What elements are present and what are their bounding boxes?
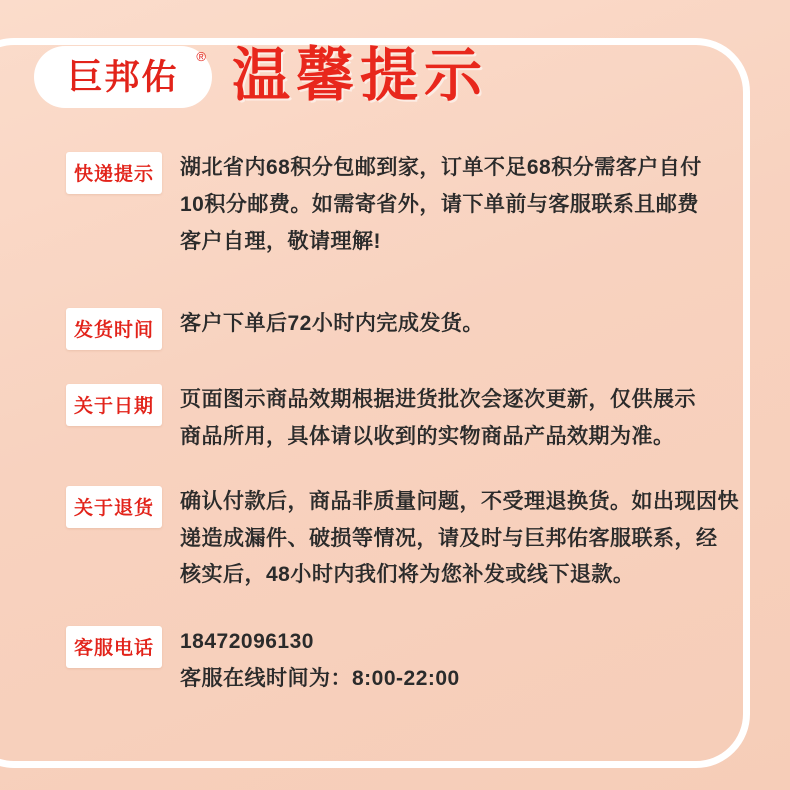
notice-body-shipping-time [162, 306, 742, 343]
status-badge-shipping-time: 发货时间 [66, 308, 162, 350]
notice-line: 确认付款后，商品非质量问题，不受理退换货。如出现因快 [180, 489, 739, 513]
customer-service-hours: 客服在线时间为：8:00-22:00 [180, 666, 460, 690]
notice-row-express [66, 150, 742, 260]
status-badge-customer-service: 客服电话 [66, 626, 162, 668]
notice-line: 客户自理，敬请理解! [180, 229, 381, 253]
notice-row-customer-service [66, 624, 742, 698]
customer-service-phone[interactable]: 18472096130 [180, 630, 314, 653]
notice-line: 页面图示商品效期根据进货批次会逐次更新，仅供展示 [180, 388, 696, 412]
notice-body-returns [162, 484, 742, 594]
page-title: 温馨提示 [232, 43, 489, 108]
status-badge-returns: 关于退货 [66, 486, 162, 528]
notice-body-date [162, 382, 742, 456]
notice-line: 客户下单后72小时内完成发货。 [180, 312, 484, 336]
status-badge-date: 关于日期 [66, 384, 162, 426]
notice-sections [66, 150, 742, 698]
notice-line: 商品所用，具体请以收到的实物商品产品效期为准。 [180, 425, 675, 448]
notice-line: 核实后，48小时内我们将为您补发或线下退款。 [180, 563, 635, 587]
notice-body-customer-service [162, 624, 742, 698]
notice-line: 湖北省内68积分包邮到家，订单不足68积分需客户自付 [180, 156, 702, 179]
brand-logo-text: 巨邦佑 [67, 57, 179, 97]
notice-row-date [66, 382, 742, 456]
notice-body-express [162, 150, 742, 260]
status-badge-express: 快递提示 [66, 152, 162, 194]
notice-row-shipping-time [66, 306, 742, 350]
notice-line: 10积分邮费。如需寄省外，请下单前与客服联系且邮费 [180, 192, 699, 216]
notice-line: 递造成漏件、破损等情况，请及时与巨邦佑客服联系，经 [180, 526, 718, 550]
brand-logo [34, 46, 212, 108]
notice-row-returns [66, 484, 742, 594]
registered-trademark-icon: ® [196, 49, 206, 64]
